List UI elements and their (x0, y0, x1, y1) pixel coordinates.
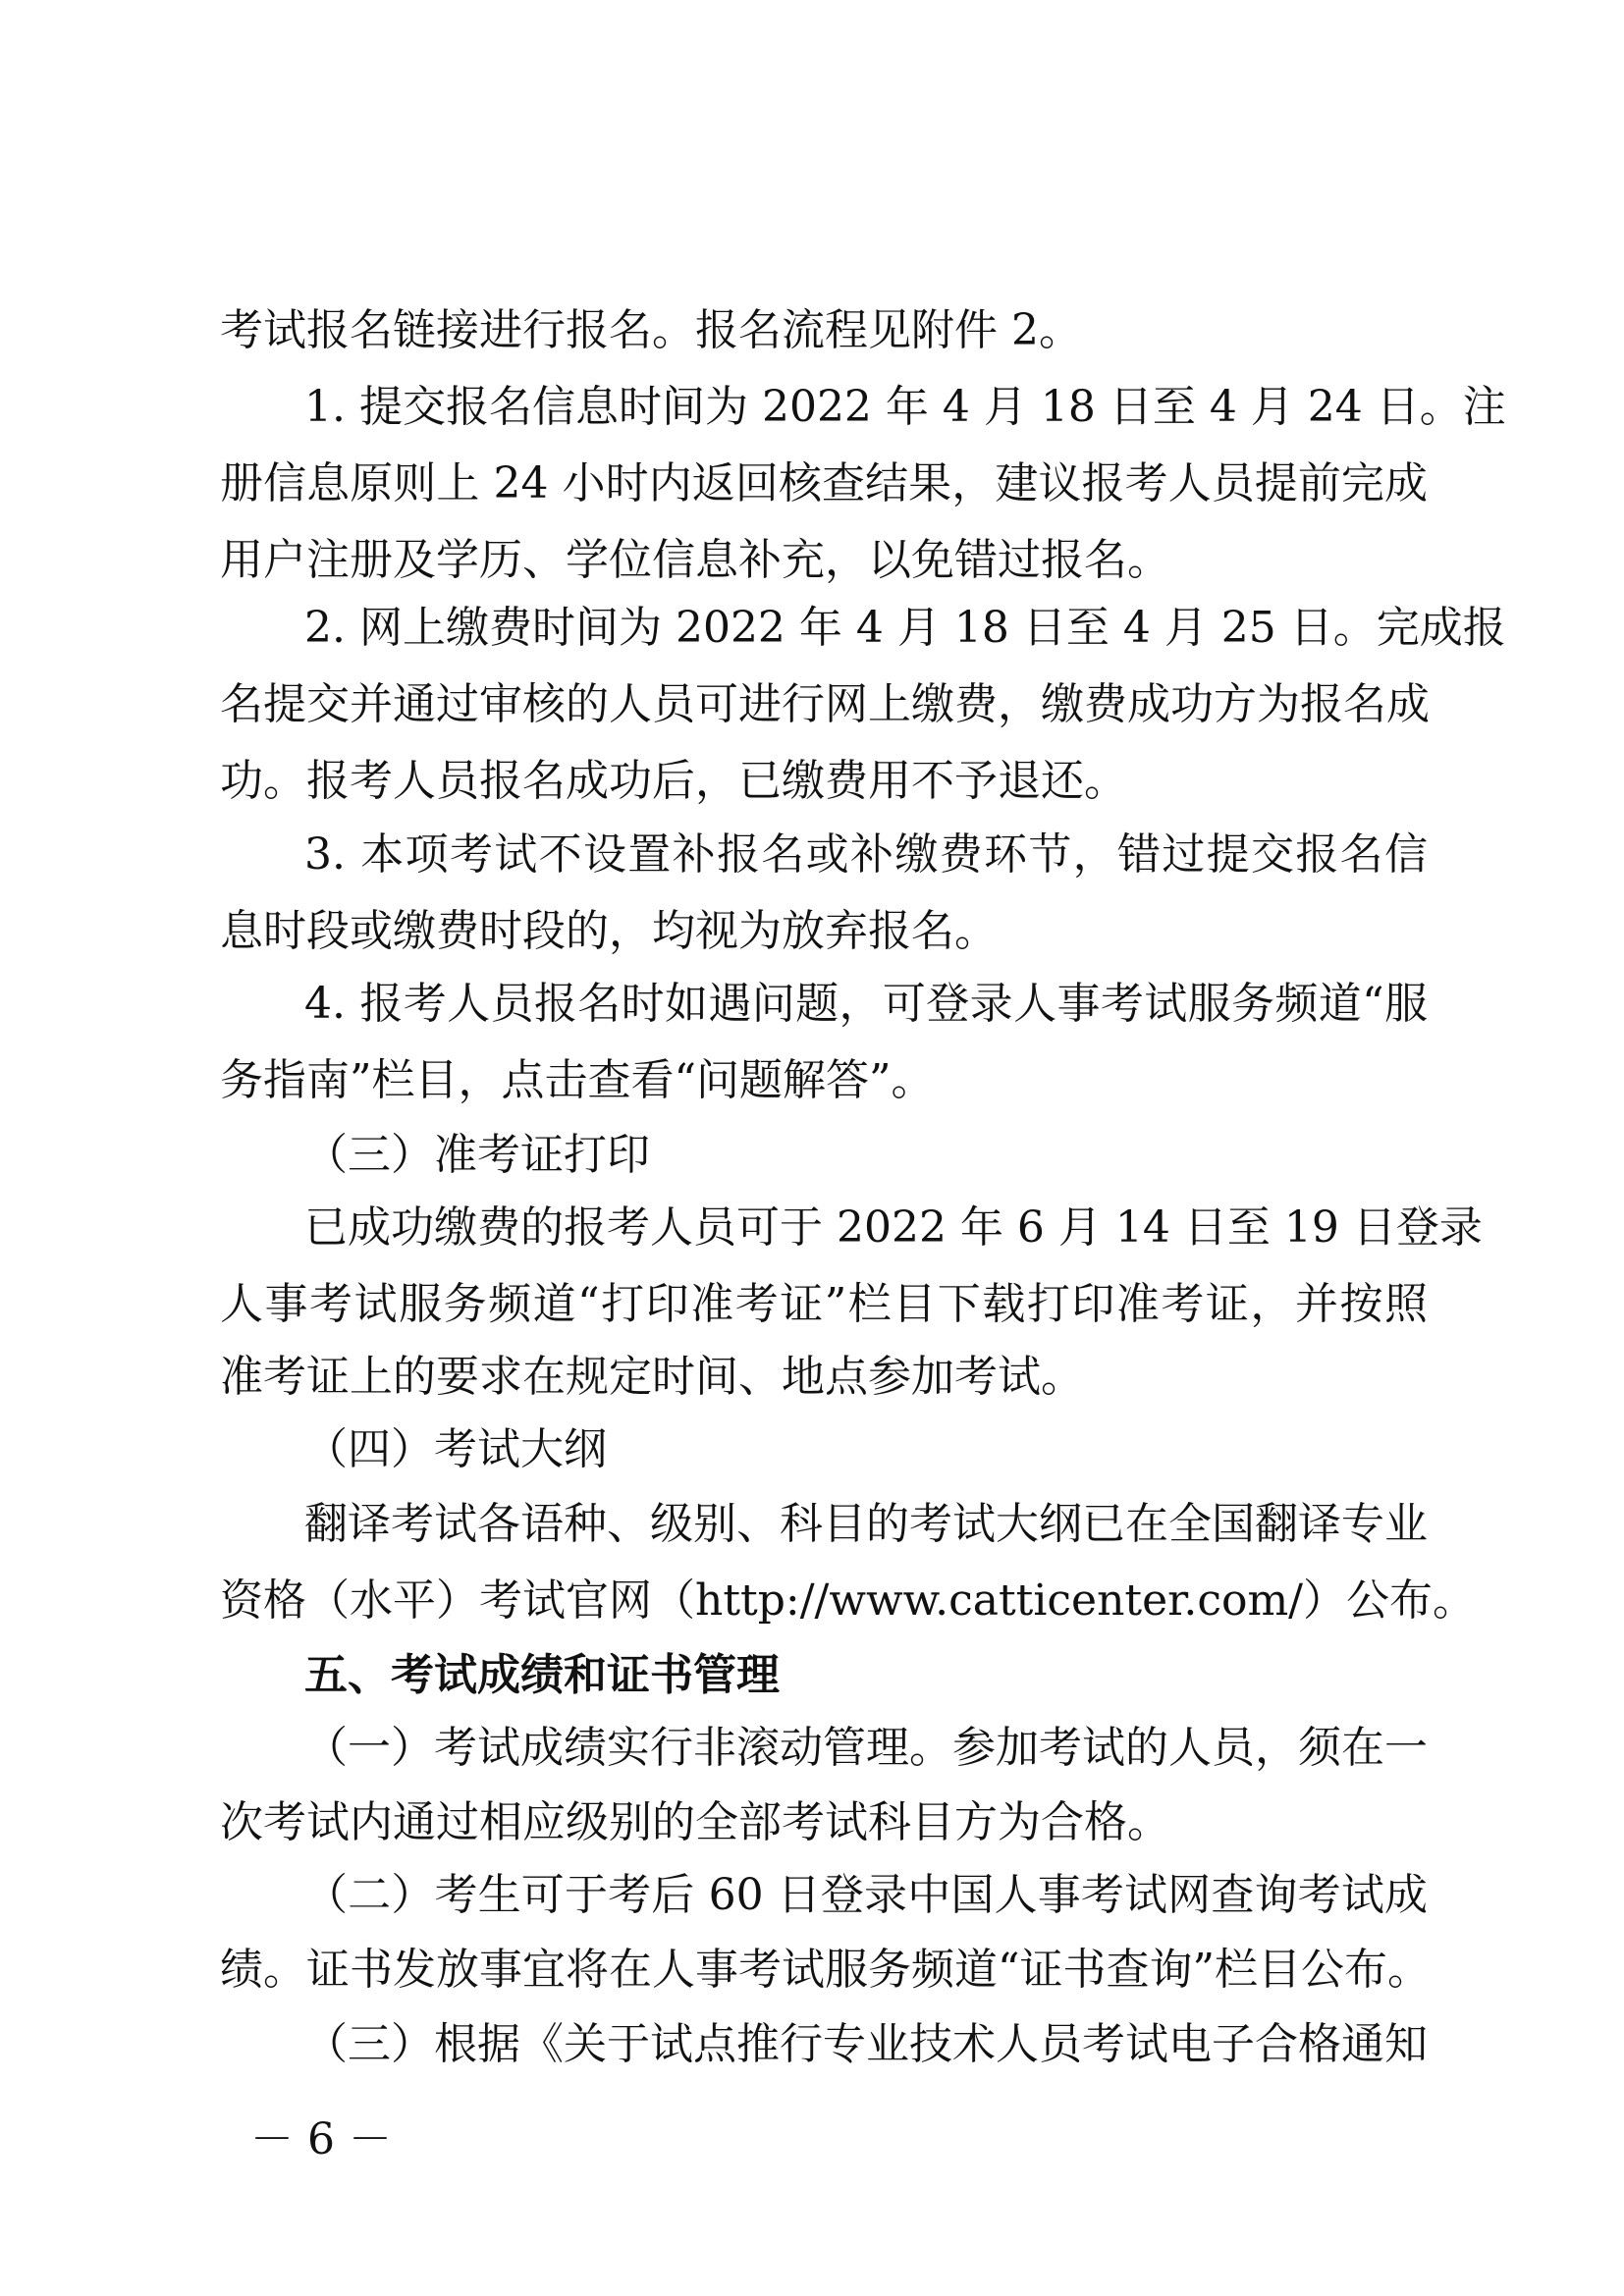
text-line (0, 1565, 1624, 1637)
text-line-content: 考试报名链接进行报名。报名流程见附件 2。 (220, 305, 1082, 355)
text-line (0, 1268, 1624, 1341)
text-line-content: 4. 报考人员报名时如遇问题，可登录人事考试服务频道“服 (304, 979, 1428, 1029)
section-heading (0, 1119, 1624, 1192)
chapter-heading-text: 五、考试成绩和证书管理 (304, 1650, 780, 1700)
text-line-content: 资格（水平）考试官网（http://www.catticenter.com/）公布。 (220, 1575, 1477, 1626)
text-line-content: （二）考生可于考后 60 日登录中国人事考试网查询考试成 (304, 1870, 1428, 1920)
text-line (0, 1488, 1624, 1561)
text-line-content: 3. 本项考试不设置补报名或补缴费环节，错过提交报名信 (304, 829, 1428, 880)
text-line-content: 名提交并通过审核的人员可进行网上缴费，缴费成功方为报名成 (220, 679, 1430, 729)
text-line (0, 1341, 1624, 1414)
text-line-content: （一）考试成绩实行非滚动管理。参加考试的人员，须在一 (304, 1723, 1428, 1773)
text-line (0, 1192, 1624, 1264)
text-line (0, 1787, 1624, 1859)
text-line (0, 968, 1624, 1041)
text-line (0, 371, 1624, 444)
text-line (0, 895, 1624, 968)
text-line-content: 人事考试服务频道“打印准考证”栏目下载打印准考证，并按照 (220, 1279, 1428, 1329)
text-line (0, 448, 1624, 520)
text-line-content: 次考试内通过相应级别的全部考试科目方为合格。 (220, 1797, 1170, 1847)
text-line (0, 294, 1624, 367)
text-line (0, 1859, 1624, 1932)
text-line (0, 524, 1624, 597)
text-line-content: 绩。证书发放事宜将在人事考试服务频道“证书查询”栏目公布。 (220, 1945, 1431, 1995)
section-heading-text: （三）准考证打印 (304, 1130, 650, 1180)
text-line-content: 2. 网上缴费时间为 2022 年 4 月 18 日至 4 月 25 日。完成报 (304, 603, 1506, 653)
text-line (0, 2008, 1624, 2081)
text-line-content: 息时段或缴费时段的，均视为放弃报名。 (220, 906, 998, 956)
text-line-content: 册信息原则上 24 小时内返回核查结果，建议报考人员提前完成 (220, 458, 1428, 508)
text-line-content: 功。报考人员报名成功后，已缴费用不予退还。 (220, 756, 1127, 806)
text-line (0, 1044, 1624, 1117)
text-line-content: 用户注册及学历、学位信息补充，以免错过报名。 (220, 535, 1170, 585)
text-line (0, 1712, 1624, 1785)
text-line-content: （三）根据《关于试点推行专业技术人员考试电子合格通知 (304, 2019, 1428, 2069)
text-line (0, 668, 1624, 741)
text-line (0, 592, 1624, 665)
text-line (0, 1934, 1624, 2006)
page-number: － 6 － (250, 2114, 392, 2164)
text-line-content: 务指南”栏目，点击查看“问题解答”。 (220, 1055, 935, 1105)
text-line (0, 745, 1624, 818)
section-heading (0, 1414, 1624, 1486)
text-line (0, 819, 1624, 891)
section-heading-text: （四）考试大纲 (304, 1424, 607, 1474)
text-line-content: 1. 提交报名信息时间为 2022 年 4 月 18 日至 4 月 24 日。注 (304, 382, 1506, 432)
text-line-content: 准考证上的要求在规定时间、地点参加考试。 (220, 1352, 1084, 1402)
chapter-heading (0, 1639, 1624, 1712)
text-line-content: 已成功缴费的报考人员可于 2022 年 6 月 14 日至 19 日登录 (304, 1202, 1483, 1253)
text-line-content: 翻译考试各语种、级别、科目的考试大纲已在全国翻译专业 (304, 1499, 1428, 1549)
